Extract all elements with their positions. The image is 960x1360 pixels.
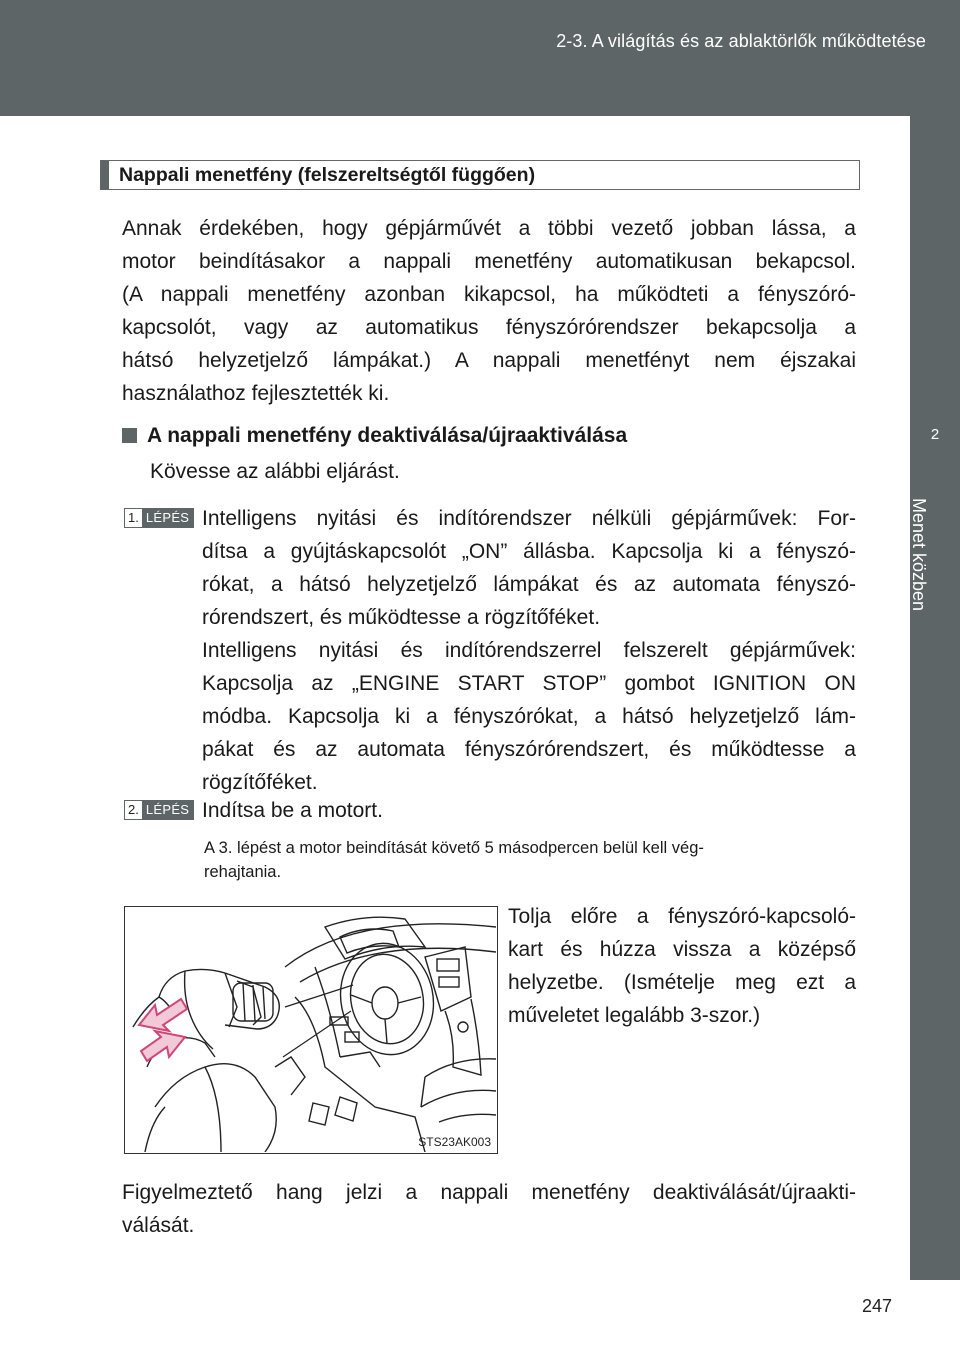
step-label: LÉPÉS xyxy=(142,801,193,819)
step-line: helyzetbe. (Ismételje meg ezt a xyxy=(508,971,856,994)
chapter-number: 2 xyxy=(930,426,940,443)
chapter-title: Menet közben xyxy=(909,498,929,612)
step-line: Tolja előre a fényszóró-kapcsoló- xyxy=(508,905,856,928)
step-line: módba. Kapcsolja ki a fényszórókat, a hátsó helyzetjelző lám- xyxy=(202,705,856,728)
subheading-text: A nappali menetfény deaktiválása/újraaktiválása xyxy=(147,424,628,447)
step-line: műveletet legalább 3-szor.) xyxy=(508,1004,761,1027)
intro-line: kapcsolót, vagy az automatikus fényszórórendszer bekapcsolja a xyxy=(122,316,856,339)
instruction-line: Kövesse az alábbi eljárást. xyxy=(150,460,400,483)
headlight-lever-illustration xyxy=(124,906,498,1154)
step-2-note xyxy=(204,836,858,884)
step-line: Indítsa be a motort. xyxy=(202,799,383,822)
step-line: dítsa a gyújtáskapcsolót „ON” állásba. Kapcsolja ki a fényszó- xyxy=(202,540,856,563)
step-line: pákat és az automata fényszórórendszert, és működtesse a xyxy=(202,738,856,761)
step-line: rókat, a hátsó helyzetjelző lámpákat és az automata fényszó- xyxy=(202,573,856,596)
header-bar xyxy=(0,0,960,116)
subheading xyxy=(122,424,627,448)
step-label: LÉPÉS xyxy=(142,509,193,527)
step-2-badge xyxy=(124,800,194,820)
section-title: Nappali menetfény (felszereltségtől függően) xyxy=(119,164,536,186)
step-number: 1. xyxy=(125,509,142,527)
note-line: rehajtania. xyxy=(204,863,282,881)
intro-line: (A nappali menetfény azonban kikapcsol, ha működteti a fényszóró- xyxy=(122,283,856,306)
step-line: Kapcsolja az „ENGINE START STOP” gombot IGNITION ON xyxy=(202,672,856,695)
step-number: 2. xyxy=(125,801,142,819)
page-number: 247 xyxy=(861,1296,892,1316)
note-line: A 3. lépést a motor beindítását követő 5 másodpercen belül kell vég- xyxy=(204,839,704,857)
square-bullet-icon xyxy=(122,428,137,443)
step-line: rögzítőféket. xyxy=(202,771,318,794)
step-2-text xyxy=(202,794,383,827)
step-line: kart és húzza vissza a középső xyxy=(508,938,856,961)
intro-line: motor beindításakor a nappali menetfény automatikusan bekapcsol. xyxy=(122,250,856,273)
illustration-code: STS23AK003 xyxy=(418,1135,491,1149)
step-3-text xyxy=(508,900,856,1032)
section-accent-bar xyxy=(101,161,109,189)
intro-line: Annak érdekében, hogy gépjárművét a többi vezető jobban lássa, a xyxy=(122,217,856,240)
intro-paragraph xyxy=(122,212,856,410)
intro-line: hátsó helyzetjelző lámpákat.) A nappali menetfényt nem éjszakai xyxy=(122,349,856,372)
subheading-instruction xyxy=(150,455,400,488)
step-1-badge xyxy=(124,508,194,528)
closing-line: válását. xyxy=(122,1214,195,1237)
header-title: 2-3. A világítás és az ablaktörlők működtetése xyxy=(556,31,926,51)
step-line: Intelligens nyitási és indítórendszerrel felszerelt gépjárművek: xyxy=(202,639,856,662)
closing-paragraph xyxy=(122,1176,856,1242)
step-line: rórendszert, és működtesse a rögzítőféket. xyxy=(202,606,601,629)
side-tab-upper xyxy=(910,116,960,392)
section-title-box xyxy=(100,160,860,190)
step-1-text xyxy=(202,502,856,799)
step-line: Intelligens nyitási és indítórendszer nélküli gépjárművek: For- xyxy=(202,507,856,530)
closing-line: Figyelmeztető hang jelzi a nappali menetfény deaktiválását/újraakti- xyxy=(122,1181,856,1204)
intro-line: használathoz fejlesztették ki. xyxy=(122,382,390,405)
car-interior-drawing xyxy=(125,907,496,1152)
